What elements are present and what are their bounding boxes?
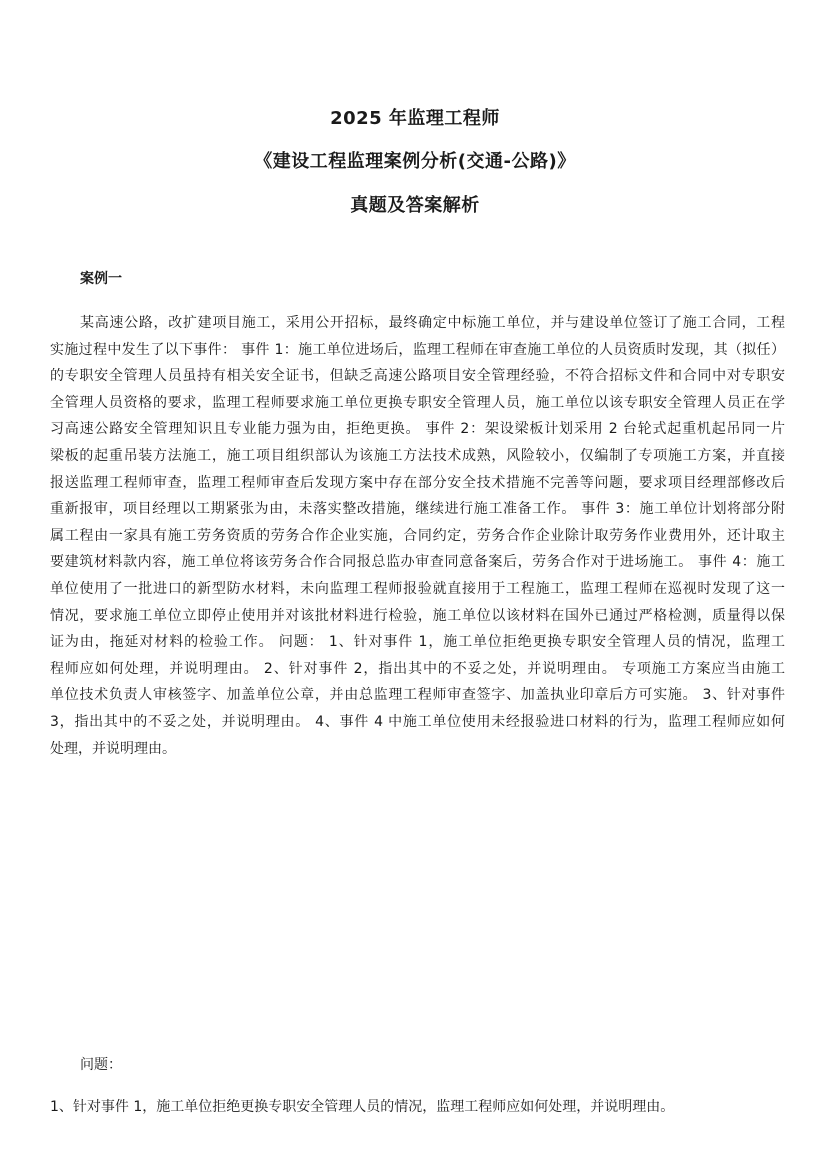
body-line: 程师应如何处理，并说明理由。 2、针对事件 2，指出其中的不妥之处，并说明理由。 专项施工方案应当由施工 [50,660,785,677]
title-subject-line: 《建设工程监理案例分析(交通-公路)》 [254,151,576,172]
body-line: 梁板的起重吊装方法施工，施工项目组织部认为该施工方法技术成熟，风险较小，仅编制了专项施工方案，并直接 [50,447,785,464]
body-line: 习高速公路安全管理知识且专业能力强为由，拒绝更换。 事件 2：架设梁板计划采用 2 台轮式起重机起吊同一片 [50,421,785,438]
title-year-line: 2025 年监理工程师 [330,108,500,129]
body-line: 的专职安全管理人员虽持有相关安全证书，但缺乏高速公路项目安全管理经验，不符合招标文件和合同中对专职安 [50,368,785,385]
body-line: 情况，要求施工单位立即停止使用并对该批材料进行检验，施工单位以该材料在国外已通过严格检测，质量得以保 [50,607,785,624]
questions-label: 问题： [80,1057,122,1073]
body-line: 单位使用了一批进口的新型防水材料，未向监理工程师报验就直接用于工程施工，监理工程师在巡视时发现了这一 [50,580,785,597]
body-line: 证为由，拖延对材料的检验工作。 问题： 1、针对事件 1，施工单位拒绝更换专职安全管理人员的情况，监理工 [50,634,785,651]
body-line: 单位技术负责人审核签字、加盖单位公章，并由总监理工程师审查签字、加盖执业印章后方可实施。 3、针对事件 [50,687,785,704]
body-line: 3，指出其中的不妥之处，并说明理由。 4、事件 4 中施工单位使用未经报验进口材料的行为，监理工程师应如何 [50,713,785,730]
body-line: 处理，并说明理由。 [50,740,176,757]
body-line: 属工程由一家具有施工劳务资质的劳务合作企业实施，合同约定，劳务合作企业除计取劳务作业费用外，还计取主 [50,527,785,544]
question-1: 1、针对事件 1，施工单位拒绝更换专职安全管理人员的情况，监理工程师应如何处理，并说明理由。 [50,1099,675,1115]
case-heading: 案例一 [80,271,122,287]
body-line: 重新报审，项目经理以工期紧张为由，未落实整改措施，继续进行施工准备工作。 事件 3：施工单位计划将部分附 [50,501,785,518]
body-line: 某高速公路，改扩建项目施工，采用公开招标，最终确定中标施工单位，并与建设单位签订了施工合同，工程 [80,315,785,331]
title-subtitle-line: 真题及答案解析 [350,195,480,216]
body-line: 实施过程中发生了以下事件： 事件 1：施工单位进场后，监理工程师在审查施工单位的人员资质时发现，其（拟任） [50,341,785,358]
body-line: 报送监理工程师审查，监理工程师审查后发现方案中存在部分安全技术措施不完善等问题，要求项目经理部修改后 [50,474,785,491]
case-body-paragraph [50,310,785,762]
body-line: 全管理人员资格的要求，监理工程师要求施工单位更换专职安全管理人员，施工单位以该专职安全管理人员正在学 [50,394,785,411]
body-line: 要建筑材料款内容，施工单位将该劳务合作合同报总监办审查同意备案后，劳务合作对于进场施工。 事件 4：施工 [50,554,785,571]
